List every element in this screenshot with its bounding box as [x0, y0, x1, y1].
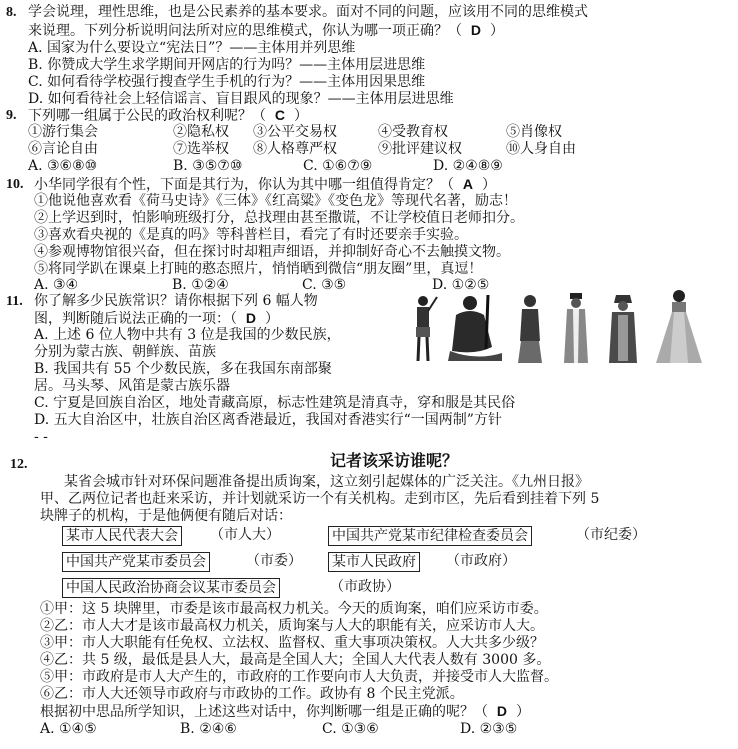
- uyghur-man-icon: [562, 291, 590, 363]
- q12-dialog-2: ②乙：市人大才是该市最高权力机关，质询案与人大的职能有关，应采访市人大。: [40, 618, 544, 634]
- q12-dialog-4: ④乙：共 5 级，最低是县人大，最高是全国人大；全国人大代表人数有 3000 多。: [40, 652, 551, 668]
- q12-title: 记者该采访谁呢？: [330, 451, 459, 470]
- q11-stem-line2: 图，判断随后说法正确的一项：（ D ）: [34, 310, 279, 327]
- q12-intro-line3: 块牌子的机构，于是他俩便有随后对话：: [40, 508, 292, 524]
- q9-item-2: ②隐私权: [173, 124, 229, 140]
- q10-item-3: ③喜欢看央视的《是真的吗》等科普栏目，看完了有时还要亲手实验。: [34, 227, 468, 243]
- q10-option-b: B. ①②④: [172, 277, 229, 293]
- q9-option-c: C. ①⑥⑦⑨: [303, 158, 373, 174]
- q9-number: 9.: [6, 108, 17, 123]
- korean-hanbok-woman-icon: [654, 288, 704, 363]
- q9-item-7: ⑦选举权: [173, 141, 229, 157]
- sign-cppcc-abbr: （市政协）: [330, 579, 400, 595]
- sign-city-npc-abbr: （市人大）: [210, 527, 280, 543]
- sign-discipline-commission-abbr: （市纪委）: [576, 527, 646, 543]
- sign-city-government-abbr: （市政府）: [446, 553, 516, 569]
- piper-figure-icon: [408, 291, 438, 363]
- q9-stem: 下列哪一组属于公民的政治权利呢？（ C ）: [28, 107, 308, 124]
- q10-answer: A: [462, 176, 474, 192]
- q9-option-a: A. ③⑥⑧⑩: [28, 158, 98, 174]
- q12-dialog-5: ⑤甲：市政府是市人大产生的，市政府的工作要向市人大负责，并接受市人大监督。: [40, 669, 558, 685]
- q9-item-6: ⑥言论自由: [28, 141, 98, 157]
- sign-party-committee: 中国共产党某市委员会: [62, 552, 210, 572]
- q12-option-c: C. ①③⑥: [322, 721, 379, 737]
- tibetan-woman-icon: [608, 291, 638, 363]
- q11-dashes: - -: [34, 429, 48, 445]
- q9-item-3: ③公平交易权: [253, 124, 337, 140]
- q8-option-d: D. 如何看待社会上轻信谣言、盲目跟风的现象？——主体用层进思维: [28, 91, 454, 107]
- q10-item-4: ④参观博物馆很兴奋，但在探讨时却粗声细语，并抑制好奇心不去触摸文物。: [34, 244, 510, 260]
- q10-item-5: ⑤将同学趴在课桌上打盹的憨态照片，悄悄晒到微信“朋友圈”里，真逗！: [34, 261, 483, 277]
- sign-party-committee-abbr: （市委）: [246, 553, 302, 569]
- q10-number: 10.: [6, 177, 24, 192]
- q10-item-1: ①他说他喜欢看《荷马史诗》《三体》《红高粱》《变色龙》等现代名著，励志！: [34, 193, 517, 209]
- morin-khuur-player-icon: [446, 291, 504, 363]
- q9-option-d: D. ②④⑧⑨: [433, 158, 503, 174]
- q9-item-1: ①游行集会: [28, 124, 98, 140]
- q8-number: 8.: [6, 5, 17, 20]
- q12-dialog-3: ③甲：市人大职能有任免权、立法权、监督权、重大事项决策权。人大共多少级？: [40, 635, 544, 651]
- ethnic-figures: [402, 288, 732, 363]
- q8-stem-line1: 学会说理，理性思维，也是公民素养的基本要求。面对不同的问题，应该用不同的思维模式: [28, 4, 588, 20]
- sign-city-npc: 某市人民代表大会: [62, 526, 182, 546]
- q9-item-8: ⑧人格尊严权: [253, 141, 337, 157]
- q9-item-4: ④受教育权: [378, 124, 448, 140]
- q9-item-9: ⑨批评建议权: [378, 141, 462, 157]
- q10-option-a: A. ③④: [34, 277, 79, 293]
- q10-option-d: D. ①②⑤: [432, 277, 490, 293]
- q12-intro-line1: 某省会城市针对环保问题准备提出质询案，这立刻引起媒体的广泛关注。《九州日报》: [64, 474, 589, 490]
- q11-stem-line1: 你了解多少民族常识？请你根据下列 6 幅人物: [34, 293, 318, 309]
- q12-option-a: A. ①④⑤: [40, 721, 97, 737]
- q9-answer: C: [274, 107, 286, 123]
- q12-answer: D: [496, 703, 508, 719]
- q11-option-b-line1: B. 我国共有 55 个少数民族，多在我国东南部聚: [34, 361, 332, 377]
- q11-option-c: C. 宁夏是回族自治区，地处青藏高原，标志性建筑是清真寺，穿和服是其民俗: [34, 395, 516, 411]
- q11-option-b-line2: 居。马头琴、风笛是蒙古族乐器: [34, 378, 230, 394]
- q11-answer: D: [245, 310, 257, 326]
- q12-number: 12.: [10, 457, 28, 472]
- q8-answer: D: [470, 22, 482, 38]
- sign-city-government: 某市人民政府: [328, 552, 420, 572]
- sign-discipline-commission: 中国共产党某市纪律检查委员会: [328, 526, 532, 546]
- sign-cppcc: 中国人民政治协商会议某市委员会: [62, 578, 280, 598]
- q10-option-c: C. ③⑤: [302, 277, 347, 293]
- q12-intro-line2: 甲、乙两位记者也赶来采访，并计划就采访一个有关机构。走到市区，先后看到挂着下列 5: [40, 491, 600, 507]
- q10-item-2: ②上学迟到时，怕影响班级打分，总找理由甚至撒谎，不让学校值日老师扣分。: [34, 210, 524, 226]
- q12-dialog-6: ⑥乙：市人大还领导市政府与市政协的工作。政协有 8 个民主党派。: [40, 686, 464, 702]
- q10-stem: 小华同学很有个性，下面是其行为，你认为其中哪一组值得肯定？（ A ）: [34, 176, 496, 193]
- q12-dialog-1: ①甲：这 5 块牌里，市委是该市最高权力机关。今天的质询案，咱们应采访市委。: [40, 601, 548, 617]
- q8-option-c: C. 如何看待学校强行搜查学生手机的行为？——主体用因果思维: [28, 74, 426, 90]
- q11-option-a-line2: 分别为蒙古族、朝鲜族、苗族: [34, 344, 216, 360]
- q9-option-b: B. ③⑤⑦⑩: [173, 158, 243, 174]
- q11-number: 11.: [6, 294, 23, 309]
- miao-woman-icon: [516, 291, 544, 363]
- q12-option-d: D. ②③⑤: [460, 721, 518, 737]
- q8-stem-line2: 来说理。下列分析说明问法所对应的思维模式，你认为哪一项正确？（ D ）: [28, 22, 504, 39]
- q9-item-10: ⑩人身自由: [506, 141, 576, 157]
- q12-option-b: B. ②④⑥: [180, 721, 237, 737]
- q9-item-5: ⑤肖像权: [506, 124, 562, 140]
- q11-option-a-line1: A. 上述 6 位人物中共有 3 位是我国的少数民族，: [34, 327, 341, 343]
- q12-question: 根据初中思品所学知识，上述这些对话中，你判断哪一组是正确的呢？（ D ）: [40, 703, 530, 720]
- q8-option-b: B. 你赞成大学生求学期间开网店的行为吗？——主体用层进思维: [28, 57, 426, 73]
- q8-option-a: A. 国家为什么要设立“宪法日”？——主体用并列思维: [28, 40, 356, 56]
- q11-option-d: D. 五大自治区中，壮族自治区离香港最近，我国对香港实行“一国两制”方针: [34, 412, 502, 428]
